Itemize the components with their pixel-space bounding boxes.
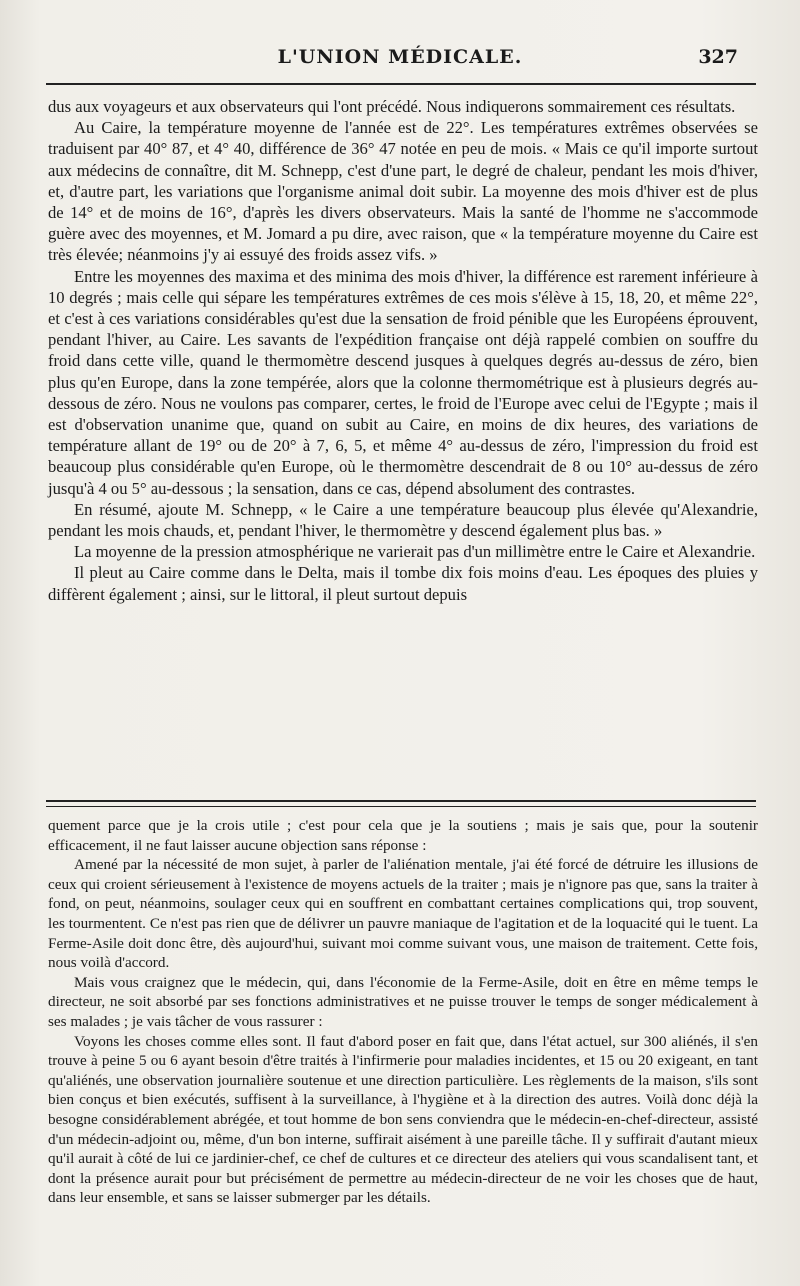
footnote-paragraph: Mais vous craignez que le médecin, qui, dans l'économie de la Ferme-Asile, doit en être en même temps le directeur, ne soit absorbé par ses fonctions administratives et ne puisse trouver le temps de songer médicalement à ses malades ; je vais tâcher de vous rassurer : <box>48 973 758 1030</box>
paragraph: En résumé, ajoute M. Schnepp, « le Caire a une température beaucoup plus élevée qu'Alexandrie, pendant les mois chauds, et, pendant l'hiver, le thermomètre y descend également plus bas. » <box>48 499 758 541</box>
page-number: 327 <box>698 46 738 68</box>
paragraph: La moyenne de la pression atmosphérique ne varierait pas d'un millimètre entre le Caire et Alexandrie. <box>74 542 756 562</box>
paragraph: Il pleut au Caire comme dans le Delta, mais il tombe dix fois moins d'eau. Les époques des pluies y diffèrent également ; ainsi, sur le littoral, il pleut surtout depuis <box>48 563 758 604</box>
footnote-text <box>48 816 758 1208</box>
paragraph: Entre les moyennes des maxima et des minima des mois d'hiver, la différence est rarement inférieure à 10 degrés ; mais celle qui sépare les températures extrêmes de ces mois s'élève à 15, 18, 20, et même 22°, et c'est à ces variations considérables qu'est due la sensation de froid pénible que les Européens éprouvent, pendant l'hiver, au Caire. Les savants de l'expédition française ont déjà rappelé combien on souffre du froid dans cette ville, quand le thermomètre descend jusques à quelques degrés au-dessus de zéro, bien plus qu'en Europe, dans la zone tempérée, alors que la colonne thermométrique est à plusieurs degrés au-dessous de zéro. Nous ne voulons pas comparer, certes, le froid de l'Europe avec celui de l'Egypte ; mais il est d'observation unanime que, quand on subit au Caire, en moins de dix heures, des variations de température allant de 19° ou de 20° à 7, 6, 5, et même 4° au-dessus de zéro, l'impression du froid est beaucoup plus considérable qu'en Europe, où le thermomètre descendrait de 8 ou 10° au-dessus de zéro jusqu'à 4 ou 5° au-dessous ; la sensation, dans ce cas, dépend absolument des contrastes. <box>48 266 758 498</box>
running-header <box>50 46 750 76</box>
footnote-separator <box>46 800 756 807</box>
footnote-paragraph: Amené par la nécessité de mon sujet, à parler de l'aliénation mentale, j'ai été forcé de détruire les illusions de ceux qui croient sérieusement à l'existence de moyens actuels de la traiter ; mais je n'ignore pas que, sans la traiter à fond, on peut, néanmoins, soulager ceux qui en souffrent en combattant certaines complications qui, trop souvent, les tourmentent. Ce n'est pas rien que de délivrer un pauvre maniaque de l'agitation et de la loquacité qui le tuent. La Ferme-Asile doit donc être, dès aujourd'hui, suivant moi comme suivant vous, une maison de traitement. Cette fois, nous voilà d'accord. <box>48 856 758 972</box>
header-rule <box>46 83 756 85</box>
main-text <box>48 96 758 605</box>
footnote-paragraph: Voyons les choses comme elles sont. Il faut d'abord poser en fait que, dans l'état actuel, sur 300 aliénés, il s'en trouve à peine 5 ou 6 ayant besoin d'être traités à l'infirmerie pour maladies incidentes, et 15 ou 20 exigeant, en tant qu'aliénés, une observation journalière soutenue et une direction particulière. Les règlements de la maison, s'ils sont bien conçus et bien exécutés, suffisent à la surveillance, à l'hygiène et à la direction des autres. Voilà donc déjà la besogne considérablement abrégée, et tout homme de bon sens conviendra que le médecin-en-chef-directeur, assisté d'un médecin-adjoint ou, même, d'un bon interne, suffirait aisément à une pareille tâche. Il y suffirait d'autant mieux qu'il aurait à côté de lui ce jardinier-chef, ce chef de cultures et ce directeur des ateliers qui vous scandalisent tant, et dont la présence aurait pour but précisément de permettre au médecin-directeur de ne voir les choses que de haut, dans leur ensemble, et sans se laisser submerger par les détails. <box>48 1032 758 1207</box>
footnote-paragraph: quement parce que je la crois utile ; c'est pour cela que je la soutiens ; mais je sais que, pour la soutenir efficacement, il ne faut laisser aucune objection sans réponse : <box>48 817 758 854</box>
paragraph: Au Caire, la température moyenne de l'année est de 22°. Les températures extrêmes observées se traduisent par 40° 87, et 4° 40, différence de 36° 47 notée en peu de mois. « Mais ce qu'il importe surtout aux médecins de connaître, dit M. Schnepp, c'est d'une part, le degré de chaleur, pendant les mois d'hiver, et, d'autre part, les variations que l'organisme animal doit subir. La moyenne des mois d'hiver est de plus de 14° et de moins de 16°, d'après les divers observateurs. Mais la santé de l'homme ne s'accommode guère avec des moyennes, et M. Jomard a pu dire, avec raison, que « la température moyenne du Caire est très élevée; néanmoins j'y ai essuyé des froids assez vifs. » <box>48 118 758 265</box>
journal-title: L'UNION MÉDICALE. <box>277 46 523 68</box>
paragraph: dus aux voyageurs et aux observateurs qui l'ont précédé. Nous indiquerons sommairement ces résultats. <box>48 97 736 116</box>
